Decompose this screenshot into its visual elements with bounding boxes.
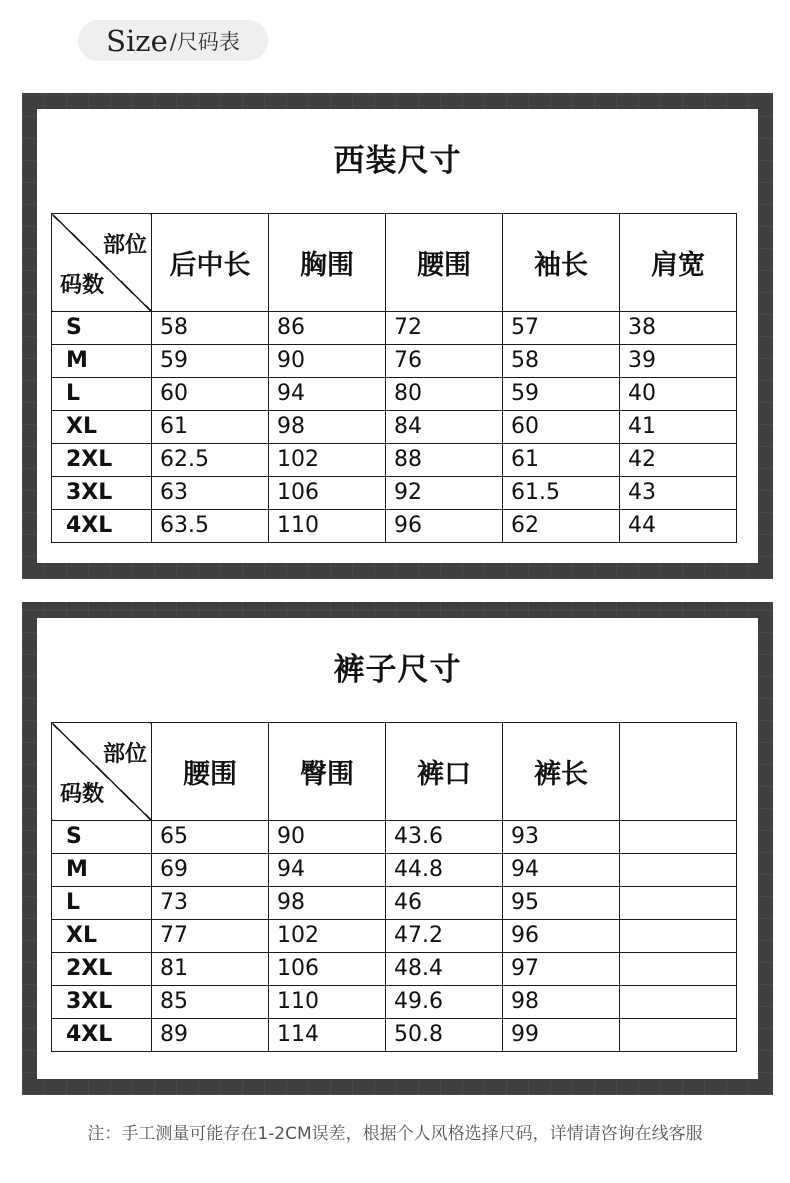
measurement-cell: 81: [152, 953, 269, 986]
measurement-cell: 43: [620, 477, 737, 510]
measurement-cell: 63: [152, 477, 269, 510]
pants-size-table: [51, 722, 737, 1052]
measurement-note: 注：手工测量可能存在1-2CM误差，根据个人风格选择尺码，详情请咨询在线客服: [87, 1124, 703, 1144]
measurement-cell: 40: [620, 378, 737, 411]
measurement-cell: 61.5: [503, 477, 620, 510]
measurement-cell: 110: [269, 510, 386, 543]
table-header-row: [52, 723, 737, 821]
measurement-cell: 38: [620, 312, 737, 345]
size-label-cell: 4XL: [52, 510, 152, 543]
measurement-cell: 110: [269, 986, 386, 1019]
measurement-cell: 88: [386, 444, 503, 477]
suit-size-table: [51, 213, 737, 543]
measurement-cell: [620, 854, 737, 887]
size-label-cell: 3XL: [52, 986, 152, 1019]
measurement-cell: 90: [269, 821, 386, 854]
table-row: [52, 411, 737, 444]
measurement-cell: 96: [386, 510, 503, 543]
measurement-cell: 85: [152, 986, 269, 1019]
measurement-cell: 59: [503, 378, 620, 411]
table-row: [52, 1019, 737, 1052]
measurement-cell: 98: [269, 887, 386, 920]
size-label-cell: 2XL: [52, 953, 152, 986]
table-header-row: [52, 214, 737, 312]
measurement-cell: 93: [503, 821, 620, 854]
column-header: [620, 723, 737, 821]
measurement-cell: 39: [620, 345, 737, 378]
table-row: [52, 953, 737, 986]
measurement-cell: 98: [503, 986, 620, 1019]
measurement-cell: 72: [386, 312, 503, 345]
column-header: 后中长: [152, 214, 269, 312]
measurement-cell: 98: [269, 411, 386, 444]
size-chart-badge: [78, 20, 268, 61]
size-label-cell: M: [52, 345, 152, 378]
measurement-cell: 94: [503, 854, 620, 887]
measurement-cell: 61: [152, 411, 269, 444]
measurement-cell: 97: [503, 953, 620, 986]
badge-english-label: Size: [106, 23, 168, 58]
measurement-cell: 86: [269, 312, 386, 345]
measurement-cell: 60: [152, 378, 269, 411]
measurement-cell: 43.6: [386, 821, 503, 854]
measurement-cell: 96: [503, 920, 620, 953]
size-label-cell: S: [52, 821, 152, 854]
table-row: [52, 312, 737, 345]
measurement-cell: 65: [152, 821, 269, 854]
table-row: [52, 477, 737, 510]
measurement-cell: [620, 1019, 737, 1052]
measurement-cell: 50.8: [386, 1019, 503, 1052]
size-label-cell: XL: [52, 920, 152, 953]
measurement-cell: 60: [503, 411, 620, 444]
measurement-cell: 80: [386, 378, 503, 411]
measurement-cell: 95: [503, 887, 620, 920]
column-header: 肩宽: [620, 214, 737, 312]
measurement-cell: 44.8: [386, 854, 503, 887]
size-label-cell: 3XL: [52, 477, 152, 510]
measurement-cell: 102: [269, 444, 386, 477]
size-label-cell: XL: [52, 411, 152, 444]
measurement-cell: [620, 887, 737, 920]
size-label-cell: 4XL: [52, 1019, 152, 1052]
measurement-cell: 57: [503, 312, 620, 345]
measurement-cell: [620, 920, 737, 953]
measurement-cell: 90: [269, 345, 386, 378]
pants-size-panel: [22, 602, 773, 1095]
measurement-cell: 84: [386, 411, 503, 444]
measurement-cell: 99: [503, 1019, 620, 1052]
table-row: [52, 887, 737, 920]
table-row: [52, 444, 737, 477]
column-header: 腰围: [152, 723, 269, 821]
size-label-cell: L: [52, 378, 152, 411]
measurement-cell: 94: [269, 854, 386, 887]
suit-table-title: 西装尺寸: [333, 143, 462, 179]
corner-label-size: 码数: [60, 273, 105, 298]
measurement-cell: 58: [152, 312, 269, 345]
size-label-cell: S: [52, 312, 152, 345]
measurement-cell: 42: [620, 444, 737, 477]
measurement-cell: 46: [386, 887, 503, 920]
corner-label-part: 部位: [102, 233, 147, 258]
corner-header-cell: [52, 214, 152, 312]
measurement-cell: 102: [269, 920, 386, 953]
measurement-cell: 114: [269, 1019, 386, 1052]
measurement-cell: 63.5: [152, 510, 269, 543]
table-row: [52, 821, 737, 854]
table-row: [52, 920, 737, 953]
pants-table-title: 裤子尺寸: [333, 652, 462, 688]
measurement-cell: 76: [386, 345, 503, 378]
corner-header-cell: [52, 723, 152, 821]
size-label-cell: M: [52, 854, 152, 887]
column-header: 袖长: [503, 214, 620, 312]
column-header: 腰围: [386, 214, 503, 312]
size-label-cell: 2XL: [52, 444, 152, 477]
measurement-cell: 106: [269, 477, 386, 510]
table-row: [52, 345, 737, 378]
measurement-cell: 59: [152, 345, 269, 378]
corner-label-part: 部位: [102, 742, 147, 767]
measurement-cell: 47.2: [386, 920, 503, 953]
measurement-cell: 92: [386, 477, 503, 510]
table-row: [52, 986, 737, 1019]
table-row: [52, 510, 737, 543]
measurement-cell: [620, 953, 737, 986]
column-header: 臀围: [269, 723, 386, 821]
measurement-cell: 41: [620, 411, 737, 444]
measurement-cell: 49.6: [386, 986, 503, 1019]
badge-chinese-label: /尺码表: [169, 29, 240, 54]
measurement-cell: 61: [503, 444, 620, 477]
measurement-cell: 62.5: [152, 444, 269, 477]
corner-label-size: 码数: [60, 782, 105, 807]
measurement-cell: 94: [269, 378, 386, 411]
measurement-cell: [620, 821, 737, 854]
measurement-cell: 44: [620, 510, 737, 543]
suit-panel-card: [37, 109, 758, 563]
column-header: 裤口: [386, 723, 503, 821]
column-header: 裤长: [503, 723, 620, 821]
measurement-cell: 77: [152, 920, 269, 953]
column-header: 胸围: [269, 214, 386, 312]
size-label-cell: L: [52, 887, 152, 920]
measurement-cell: 73: [152, 887, 269, 920]
measurement-cell: 58: [503, 345, 620, 378]
measurement-cell: 62: [503, 510, 620, 543]
table-row: [52, 854, 737, 887]
measurement-cell: [620, 986, 737, 1019]
measurement-cell: 69: [152, 854, 269, 887]
table-row: [52, 378, 737, 411]
measurement-cell: 48.4: [386, 953, 503, 986]
suit-size-panel: [22, 93, 773, 579]
measurement-cell: 106: [269, 953, 386, 986]
measurement-cell: 89: [152, 1019, 269, 1052]
pants-panel-card: [37, 618, 758, 1079]
